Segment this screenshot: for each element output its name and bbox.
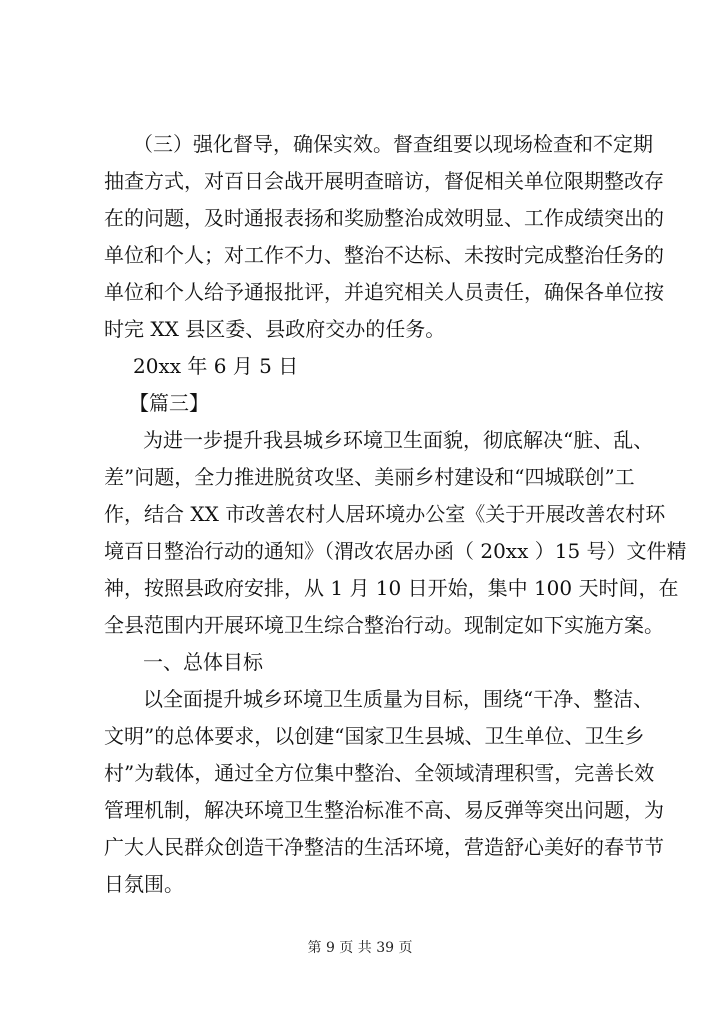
paragraph-line: 单位和个人；对工作不力、整治不达标、未按时完成整治任务的: [104, 243, 664, 267]
paragraph-line: 神，按照县政府安排，从 1 月 10 日开始，集中 100 天时间，在: [104, 576, 679, 600]
paragraph-line: 单位和个人给予通报批评，并追究相关人员责任，确保各单位按: [104, 280, 664, 304]
paragraph-line: 时完 XX 县区委、县政府交办的任务。: [104, 317, 446, 341]
paragraph-line: 以全面提升城乡环境卫生质量为目标，围绕“干净、整洁、: [143, 687, 654, 711]
paragraph-line: 村”为载体，通过全方位集中整治、全领域清理积雪，完善长效: [104, 761, 655, 785]
page-footer: 第 9 页 共 39 页: [307, 940, 413, 956]
paragraph-line: 抽查方式，对百日会战开展明查暗访，督促相关单位限期整改存: [104, 169, 664, 193]
paragraph-line: 广大人民群众创造干净整洁的生活环境，营造舒心美好的春节节: [104, 835, 664, 859]
paragraph-line: 全县范围内开展环境卫生综合整治行动。现制定如下实施方案。: [104, 613, 664, 637]
section-heading: 一、总体目标: [143, 650, 263, 674]
date-line: 20xx 年 6 月 5 日: [133, 354, 299, 378]
paragraph-line: （三）强化督导，确保实效。督查组要以现场检查和不定期: [133, 132, 653, 156]
paragraph-line: 文明”的总体要求，以创建“国家卫生县城、卫生单位、卫生乡: [104, 724, 645, 748]
paragraph-line: 在的问题，及时通报表扬和奖励整治成效明显、工作成绩突出的: [104, 206, 664, 230]
paragraph-line: 差”问题，全力推进脱贫攻坚、美丽乡村建设和“四城联创”工: [104, 465, 635, 489]
paragraph-line: 为进一步提升我县城乡环境卫生面貌，彻底解决“脏、乱、: [143, 428, 654, 452]
paragraph-line: 日氛围。: [104, 872, 184, 896]
section-heading: 【篇三】: [129, 391, 209, 415]
paragraph-line: 作，结合 XX 市改善农村人居环境办公室《关于开展改善农村环: [104, 502, 666, 526]
paragraph-line: 境百日整治行动的通知》（渭改农居办函（ 20xx ）15 号）文件精: [104, 539, 687, 563]
paragraph-line: 管理机制，解决环境卫生整治标准不高、易反弹等突出问题，为: [104, 798, 664, 822]
